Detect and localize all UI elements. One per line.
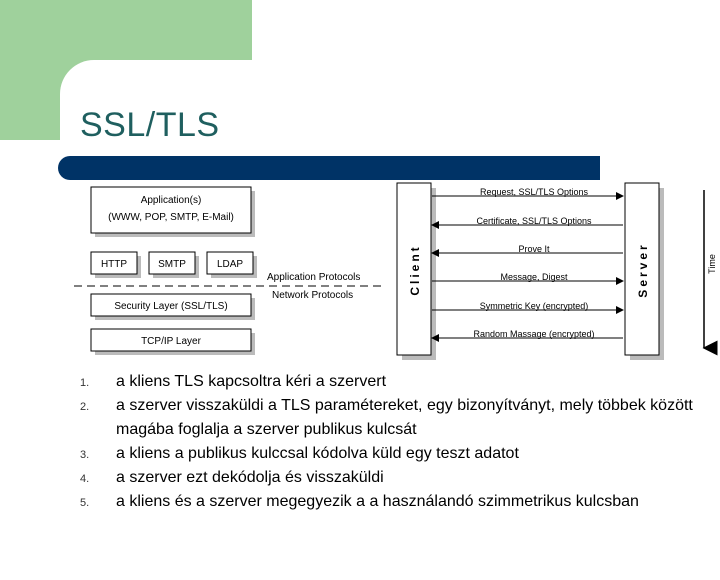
application-label: Application(s) bbox=[140, 195, 202, 206]
list-text: a kliens TLS kapcsoltra kéri a szervert bbox=[116, 373, 387, 390]
application-protocols-label: Application Protocols bbox=[267, 272, 361, 283]
message-label: Message, Digest bbox=[500, 272, 568, 282]
protocol-box-ldap bbox=[207, 252, 257, 278]
network-protocols-label: Network Protocols bbox=[272, 290, 354, 301]
list-number: 3. bbox=[80, 449, 90, 461]
list-text: a kliens és a szerver megegyezik a a használandó szimmetrikus kulcsban bbox=[116, 493, 639, 510]
list-number: 4. bbox=[80, 473, 90, 485]
protocol-box-smtp bbox=[149, 252, 199, 278]
application-box bbox=[91, 187, 255, 237]
list-text: a kliens a publikus kulccsal kódolva küld egy teszt adatot bbox=[116, 445, 519, 462]
tcpip-layer-label: TCP/IP Layer bbox=[141, 336, 201, 347]
message-label: Random Massage (encrypted) bbox=[473, 329, 595, 339]
list-text: a szerver ezt dekódolja és visszaküldi bbox=[116, 469, 384, 486]
list-number: 5. bbox=[80, 497, 90, 509]
slide-title: SSL/TLS bbox=[80, 106, 220, 144]
server-label: Server bbox=[636, 242, 650, 298]
protocol-smtp: SMTP bbox=[158, 259, 186, 270]
list-item bbox=[76, 490, 706, 514]
list-number: 2. bbox=[80, 401, 90, 413]
time-label: Time bbox=[707, 254, 717, 274]
title-underline-bar bbox=[58, 156, 600, 180]
security-layer-label: Security Layer (SSL/TLS) bbox=[114, 301, 228, 312]
protocol-http: HTTP bbox=[100, 259, 128, 270]
list-number: 1. bbox=[80, 377, 90, 389]
list-item bbox=[76, 442, 706, 466]
list-item bbox=[76, 466, 706, 490]
tcpip-layer-box bbox=[91, 329, 255, 355]
message-label: Prove It bbox=[518, 244, 550, 254]
message-label: Certificate, SSL/TLS Options bbox=[476, 216, 592, 226]
ssl-handshake-diagram bbox=[72, 180, 720, 360]
message-label: Symmetric Key (encrypted) bbox=[479, 301, 589, 311]
list-item bbox=[76, 370, 706, 394]
protocol-ldap: LDAP bbox=[216, 259, 244, 270]
server-bar bbox=[625, 183, 664, 360]
list-text: a szerver visszaküldi a TLS paramétereket, egy bizonyítványt, mely többek között magába foglalja a szerver publikus kulcsát bbox=[116, 397, 693, 438]
client-label: Client bbox=[408, 244, 422, 296]
message-label: Request, SSL/TLS Options bbox=[479, 187, 589, 197]
security-layer-box bbox=[91, 294, 255, 320]
handshake-steps-list bbox=[76, 370, 706, 514]
message-arrows bbox=[432, 187, 623, 339]
client-bar bbox=[397, 183, 436, 360]
list-item bbox=[76, 394, 706, 442]
protocol-box-http bbox=[91, 252, 141, 278]
application-examples: (WWW, POP, SMTP, E-Mail) bbox=[108, 212, 234, 223]
